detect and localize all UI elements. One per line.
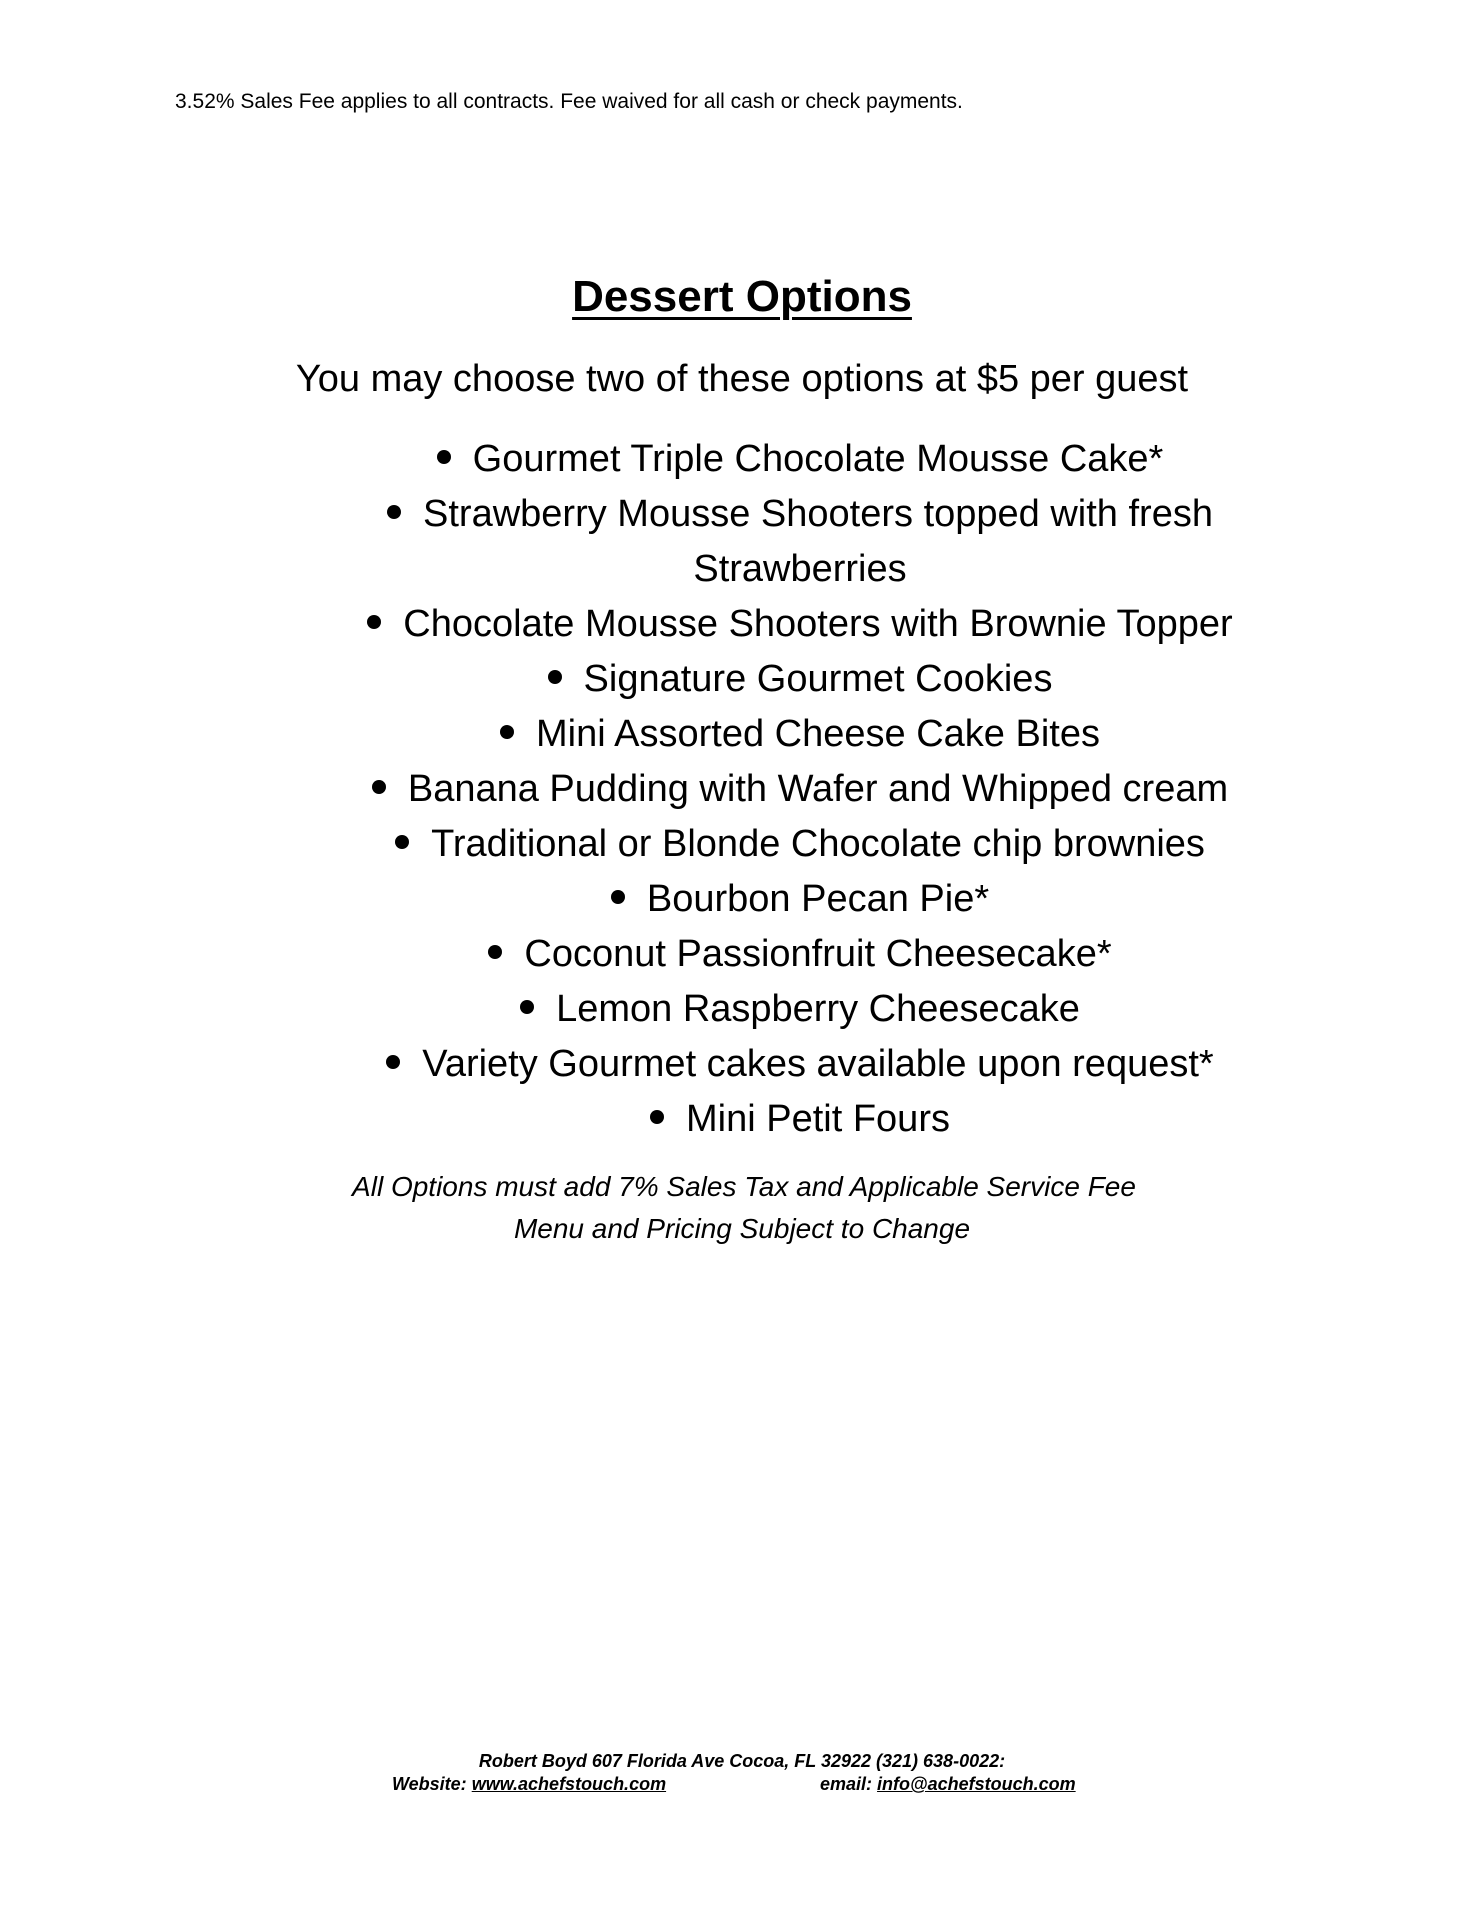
bullet-icon: [367, 615, 381, 629]
bullet-icon: [387, 505, 401, 519]
list-item: [300, 982, 1300, 1037]
option-label: Mini Assorted Cheese Cake Bites: [536, 713, 1100, 755]
sales-fee-note: 3.52% Sales Fee applies to all contracts. Fee waived for all cash or check payments.: [175, 90, 963, 113]
list-item: [300, 762, 1300, 817]
list-item: [300, 432, 1300, 487]
footer-website: [392, 1773, 666, 1796]
option-label: Traditional or Blonde Chocolate chip brownies: [431, 823, 1205, 865]
page-subtitle: You may choose two of these options at $5 per guest: [295, 358, 1189, 400]
option-label: Strawberry Mousse Shooters topped with fresh Strawberries: [423, 493, 1213, 590]
list-item: [300, 927, 1300, 982]
list-item: [300, 597, 1300, 652]
option-label: Mini Petit Fours: [686, 1098, 950, 1140]
bullet-icon: [488, 945, 502, 959]
bullet-icon: [395, 835, 409, 849]
list-item: [300, 817, 1300, 872]
list-item: [300, 1092, 1300, 1147]
bullet-icon: [437, 450, 451, 464]
footer-email: [820, 1773, 1076, 1796]
page-title: Dessert Options: [572, 272, 912, 321]
option-label: Chocolate Mousse Shooters with Brownie Topper: [403, 603, 1233, 645]
option-label: Bourbon Pecan Pie*: [646, 878, 990, 920]
bullet-icon: [386, 1055, 400, 1069]
pricing-notes: [0, 1166, 1484, 1250]
pricing-change-note: Menu and Pricing Subject to Change: [513, 1213, 971, 1244]
website-link[interactable]: www.achefstouch.com: [471, 1774, 667, 1794]
footer-address: Robert Boyd 607 Florida Ave Cocoa, FL 32922 (321) 638-0022:: [478, 1751, 1006, 1771]
list-item: [300, 652, 1300, 707]
option-label: Signature Gourmet Cookies: [583, 658, 1053, 700]
list-item: [300, 1037, 1300, 1092]
list-item: [300, 872, 1300, 927]
website-label: Website:: [392, 1774, 467, 1794]
option-label: Coconut Passionfruit Cheesecake*: [524, 933, 1112, 975]
bullet-icon: [520, 1000, 534, 1014]
bullet-icon: [650, 1110, 664, 1124]
bullet-icon: [611, 890, 625, 904]
footer: [0, 1750, 1484, 1797]
email-link[interactable]: info@achefstouch.com: [877, 1774, 1076, 1794]
bullet-icon: [372, 780, 386, 794]
bullet-icon: [548, 670, 562, 684]
footer-contact: [0, 1773, 1484, 1797]
bullet-icon: [500, 725, 514, 739]
email-label: email:: [820, 1774, 873, 1794]
option-label: Lemon Raspberry Cheesecake: [556, 988, 1080, 1030]
list-item: [300, 707, 1300, 762]
option-label: Banana Pudding with Wafer and Whipped cream: [407, 768, 1229, 810]
option-label: Gourmet Triple Chocolate Mousse Cake*: [472, 438, 1164, 480]
dessert-options-list: [300, 432, 1300, 1147]
list-item: [300, 487, 1300, 597]
sales-tax-note: All Options must add 7% Sales Tax and Applicable Service Fee: [352, 1171, 1136, 1202]
option-label: Variety Gourmet cakes available upon request*: [422, 1043, 1214, 1085]
